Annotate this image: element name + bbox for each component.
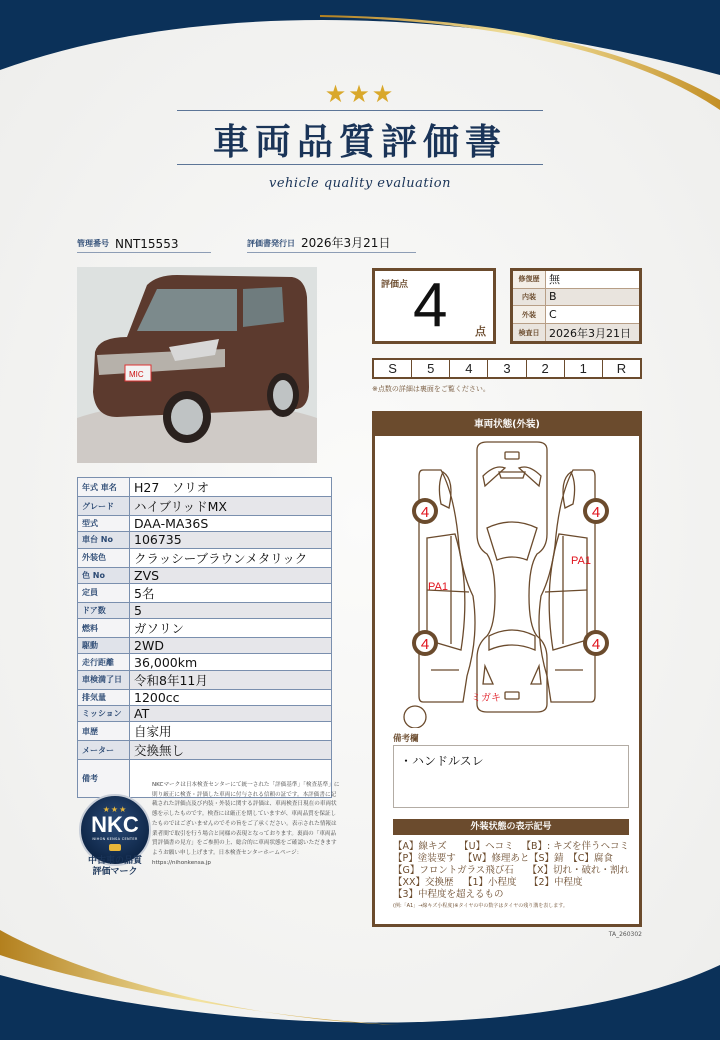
tire-front-left — [412, 498, 438, 524]
spec-value: AT — [130, 706, 332, 722]
spec-label: 車歴 — [78, 722, 130, 741]
condition-row-exterior — [512, 306, 641, 324]
document-title: 車両品質評価書 — [212, 121, 507, 163]
spec-value: DAA-MA36S — [130, 516, 332, 532]
tire-rear-right — [583, 630, 609, 656]
car-icon — [109, 844, 121, 851]
spec-row-exterior-color — [78, 548, 332, 567]
condition-label: 修復歴 — [512, 270, 546, 289]
spec-label: 車検満了日 — [78, 670, 130, 689]
spec-row-color-no — [78, 567, 332, 583]
spec-row-model-code — [78, 516, 332, 532]
issue-date-value: 2026年3月21日 — [301, 236, 391, 250]
svg-text:4: 4 — [591, 636, 601, 653]
spec-row-inspection-expiry — [78, 670, 332, 689]
remarks-box: ・ハンドルスレ — [393, 745, 629, 808]
spec-value: 1200cc — [130, 689, 332, 705]
vehicle-spec-table — [77, 477, 332, 798]
legend-row: 【3】中程度を超えるもの — [393, 889, 504, 900]
spec-label: メーター — [78, 741, 130, 760]
score-label: 評価点 — [381, 280, 409, 290]
grade-2: 2 — [527, 360, 565, 377]
spec-label: ドア数 — [78, 602, 130, 618]
nkc-stars: ★★★ — [102, 805, 128, 814]
spec-row-meter — [78, 741, 332, 760]
condition-row-inspection-date — [512, 324, 641, 343]
title-rule-bottom — [177, 164, 543, 165]
grade-r: R — [616, 361, 627, 376]
svg-text:4: 4 — [591, 504, 601, 521]
exterior-panel-title: 車両状態(外装) — [375, 414, 639, 436]
condition-value: 無 — [546, 270, 641, 289]
spec-label: 外装色 — [78, 548, 130, 567]
svg-text:MIC: MIC — [129, 370, 144, 379]
svg-text:4: 4 — [420, 504, 430, 521]
grade-5: 5 — [412, 360, 450, 377]
legend-row: 【P】塗装要す 【W】修理あと 【S】錆 【C】腐食 — [393, 853, 613, 864]
overall-score-box — [372, 268, 496, 344]
score-unit: 点 — [475, 325, 486, 338]
legend-row: 【XX】交換歴 【1】小程度 【2】中程度 — [393, 877, 583, 888]
legend-row: 【A】線キズ 【U】ヘコミ 【B】: キズを伴うヘコミ — [393, 841, 629, 852]
spec-label: 走行距離 — [78, 654, 130, 670]
spec-value: クラッシーブラウンメタリック — [130, 548, 332, 567]
spec-row-history — [78, 722, 332, 741]
spec-row-year-model — [78, 478, 332, 497]
spec-value: 36,000km — [130, 654, 332, 670]
damage-mark-right-door: PA1 — [571, 555, 591, 567]
tire-front-right — [583, 498, 609, 524]
spec-label: 燃料 — [78, 619, 130, 638]
spec-label: 年式 車名 — [78, 478, 130, 497]
grade-note: ※点数の詳細は裏面をご覧ください。 — [372, 385, 490, 393]
legend-note: (例:「A1」→線キズ小程度)※タイヤの中の数字はタイヤの残り溝を表します。 — [393, 903, 568, 909]
condition-value: C — [546, 306, 641, 324]
grade-s: S — [374, 360, 412, 377]
svg-text:4: 4 — [420, 636, 430, 653]
legend-title: 外装状態の表示記号 — [393, 819, 629, 835]
spec-value: 2WD — [130, 638, 332, 654]
spec-label: 色 No — [78, 567, 130, 583]
condition-label: 外装 — [512, 306, 546, 324]
spec-row-transmission — [78, 706, 332, 722]
spec-value: 令和8年11月 — [130, 670, 332, 689]
nkc-caption-line1: 中古車の品質 — [87, 856, 142, 866]
car-diagram — [375, 436, 639, 728]
vehicle-photo — [77, 267, 317, 463]
spec-label: 定員 — [78, 583, 130, 602]
condition-row-repair-history — [512, 270, 641, 289]
spec-row-mileage — [78, 654, 332, 670]
spec-value: 自家用 — [130, 722, 332, 741]
document-subtitle: vehicle quality evaluation — [269, 176, 451, 191]
condition-label: 内装 — [512, 288, 546, 306]
spec-label: グレード — [78, 497, 130, 516]
control-number-field — [77, 235, 211, 253]
nkc-logo-text: NKC — [91, 812, 139, 837]
spec-label: 車台 No — [78, 532, 130, 548]
spec-label: 排気量 — [78, 689, 130, 705]
spec-row-drive — [78, 638, 332, 654]
remarks-label: 備考欄 — [393, 734, 419, 744]
damage-mark-rear-bumper: ミガキ — [471, 693, 501, 704]
condition-table — [510, 268, 642, 344]
spec-row-chassis-no — [78, 532, 332, 548]
score-value: 4 — [413, 271, 448, 340]
header-stars: ★★★ — [324, 80, 396, 108]
grade-4: 4 — [450, 360, 488, 377]
legend-row: 【G】フロントガラス飛び石 【X】切れ・破れ・割れ — [393, 865, 629, 876]
spec-row-fuel — [78, 619, 332, 638]
issue-date-label: 評価書発行日 — [247, 239, 295, 248]
tire-rear-left — [412, 630, 438, 656]
damage-legend — [393, 841, 629, 911]
nkc-caption — [75, 856, 155, 878]
spec-label: 備考 — [78, 760, 130, 798]
spec-row-doors — [78, 602, 332, 618]
grade-scale — [372, 358, 642, 379]
spec-value: 5名 — [130, 583, 332, 602]
spec-row-displacement — [78, 689, 332, 705]
nkc-logo-subtext: NIHON KENSA CENTER — [92, 837, 138, 841]
title-rule-top — [177, 110, 543, 111]
condition-value: B — [546, 288, 641, 306]
grade-1: 1 — [565, 360, 603, 377]
damage-mark-left-door: PA1 — [428, 581, 448, 593]
condition-row-interior — [512, 288, 641, 306]
spec-value: H27 ソリオ — [130, 478, 332, 497]
control-number-value: NNT15553 — [115, 237, 179, 251]
exterior-condition-panel — [372, 411, 642, 927]
nkc-description: NKCマークは日本検査センターにて統一された「評価基準」「検査基準」に則り厳正に検査・評価した車両に付与される信頼の証です。本評価書に記載された評価点及び内装・外装に関する評価は、車両検査日現在の車両状態を示したものです。検査には厳正を期していますが、車両品質を保証したものではございませんのでその旨をご了承ください。表示された情報は業者間で取引を行う場合と同様の表現となっております。裏面の「車両品質評価書の見方」をご参照の上、総合的に車両状態をご確認いただきますようお願い申し上げます。日本検査センターホームページ：https://nihonkensa.jp — [152, 782, 340, 866]
spec-label: ミッション — [78, 706, 130, 722]
spec-label: 駆動 — [78, 638, 130, 654]
spec-value: ハイブリッドMX — [130, 497, 332, 516]
spec-value: ZVS — [130, 567, 332, 583]
spec-value: 交換無し — [130, 741, 332, 760]
control-number-label: 管理番号 — [77, 239, 109, 248]
spec-value: ガソリン — [130, 619, 332, 638]
spec-label: 型式 — [78, 516, 130, 532]
issue-date-field — [247, 235, 416, 253]
spec-value: 5 — [130, 602, 332, 618]
spec-value: 106735 — [130, 532, 332, 548]
condition-value: 2026年3月21日 — [546, 324, 641, 343]
spec-row-capacity — [78, 583, 332, 602]
grade-3: 3 — [488, 360, 526, 377]
nkc-caption-line2: 評価マーク — [92, 867, 138, 877]
condition-label: 検査日 — [512, 324, 546, 343]
form-code: TA_260302 — [608, 931, 642, 938]
spec-row-grade — [78, 497, 332, 516]
